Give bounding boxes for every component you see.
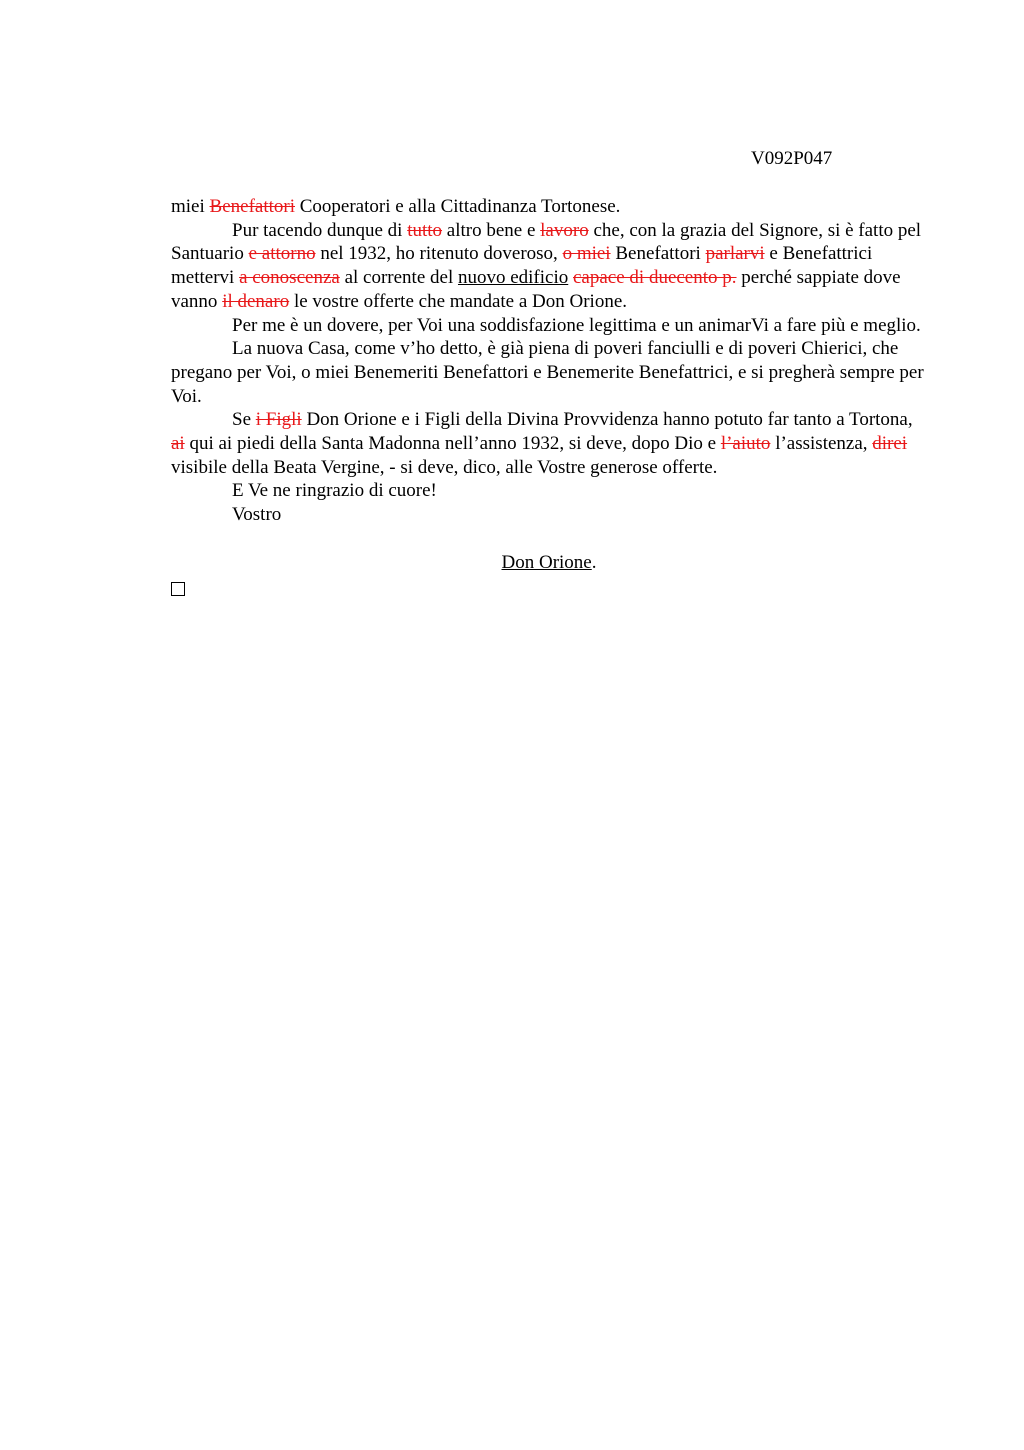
text-run: qui ai piedi della Santa Madonna nell’anno 1932, si deve, dopo Dio e — [184, 433, 721, 455]
deleted-text: capace di duecento p. — [573, 267, 737, 289]
text-run: altro bene e — [442, 219, 541, 241]
text-run: l’assistenza, — [770, 433, 873, 455]
underlined-text: nuovo edificio — [457, 267, 569, 289]
checkbox-icon — [171, 582, 185, 596]
text-run: Don Orione e i Figli della Divina Provvidenza hanno potuto far tanto a Tortona, — [301, 409, 913, 431]
deleted-text: parlarvi — [705, 243, 765, 265]
paragraph-5 — [171, 408, 927, 479]
deleted-text: l’aiuto — [720, 433, 771, 455]
text-run: perché sappiate dove vanno — [171, 267, 901, 312]
deleted-text: i Figli — [255, 409, 302, 431]
text-run: nel 1932, ho ritenuto doveroso, — [315, 243, 563, 265]
paragraph-4 — [171, 337, 927, 408]
deleted-text: lavoro — [540, 219, 589, 241]
signature-name: Don Orione — [501, 551, 592, 573]
closing-vostro — [171, 503, 927, 527]
paragraph-1 — [171, 195, 927, 219]
text-run: che, con la grazia del Signore, si è fatto pel Santuario — [171, 219, 922, 265]
deleted-text: tutto — [407, 219, 443, 241]
signature-period: . — [591, 551, 597, 573]
paragraph-2 — [171, 219, 927, 314]
text-run: La nuova Casa, come v’ho detto, è già piena di poveri fanciulli e di poveri Chierici, che pregano per Voi, o miei Benemeriti Benefattori e Benemerite Benefattrici, e si pregherà sempre per Voi. — [171, 338, 924, 407]
page-id: V092P047 — [751, 148, 833, 169]
text-run: Cooperatori e alla Cittadinanza Tortonese. — [295, 196, 621, 217]
text-run: E Ve ne ringrazio di cuore! — [232, 480, 437, 502]
deleted-text: e attorno — [248, 243, 316, 265]
signature — [171, 551, 927, 575]
deleted-text: direi — [872, 433, 908, 455]
end-mark-line — [171, 575, 927, 599]
paragraph-6 — [171, 479, 927, 503]
paragraph-3 — [171, 314, 927, 338]
text-run: Benefattori — [610, 243, 706, 265]
deleted-text: o miei — [562, 243, 611, 265]
text-run: Vostro — [232, 504, 282, 526]
blank-line — [171, 527, 927, 551]
deleted-text: ai — [171, 433, 185, 455]
text-run: le vostre offerte che mandate a Don Orione. — [289, 290, 628, 312]
text-run: miei — [171, 196, 210, 217]
deleted-text: Benefattori — [209, 196, 295, 217]
text-run: Se — [232, 409, 256, 431]
deleted-text: a conoscenza — [239, 267, 340, 289]
deleted-text: il denaro — [222, 290, 290, 312]
text-run: e Benefattrici mettervi — [171, 243, 873, 289]
text-run: visibile della Beata Vergine, - si deve, dico, alle Vostre generose offerte. — [171, 456, 718, 478]
text-run: Pur tacendo dunque di — [232, 219, 408, 241]
letter-body — [171, 195, 927, 599]
text-run: al corrente del — [339, 267, 458, 289]
text-run: Per me è un dovere, per Voi una soddisfazione legittima e un animarVi a fare più e meglio. — [232, 314, 921, 336]
